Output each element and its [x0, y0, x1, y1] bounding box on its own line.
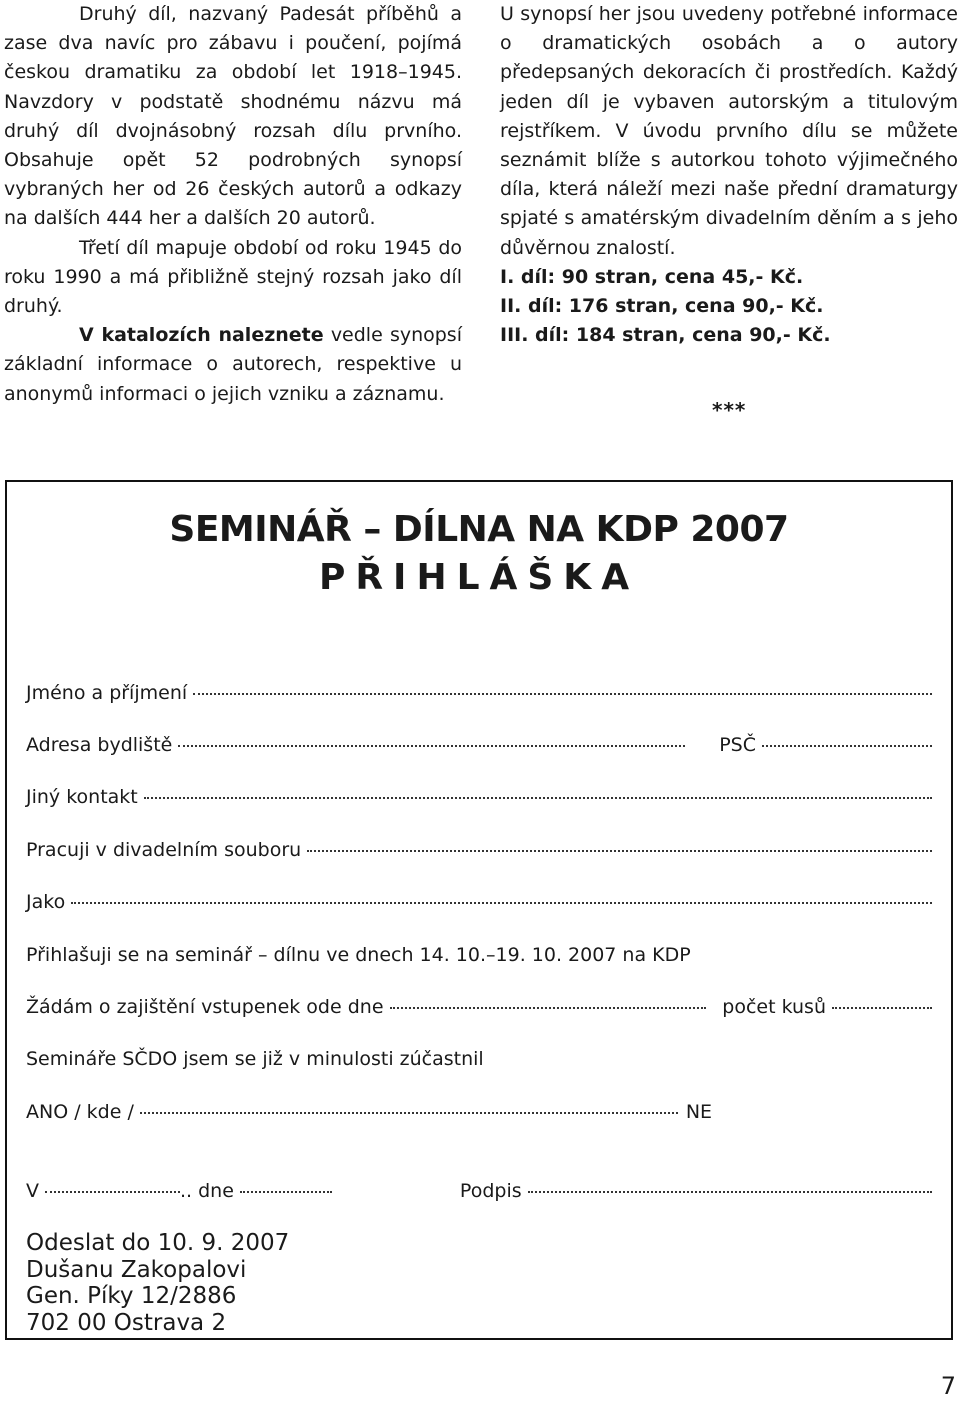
- name-field[interactable]: [193, 693, 932, 695]
- place-field[interactable]: [45, 1191, 180, 1193]
- psc-field[interactable]: [762, 745, 932, 747]
- catalog-text: vedle synopsí základní informace o autorech, respektive u anonymů informaci o jejich vzniku a záznamu.: [4, 324, 462, 405]
- date-label: .. dne: [180, 1180, 234, 1202]
- role-label: Jako: [26, 891, 66, 913]
- address-label: Adresa bydliště: [26, 734, 173, 756]
- place-date-row: [26, 1178, 932, 1204]
- no-label: NE: [685, 1101, 713, 1123]
- name-label: Jméno a příjmení: [26, 682, 188, 704]
- psc-label: PSČ: [719, 734, 756, 756]
- form-title: SEMINÁŘ – DÍLNA NA KDP 2007: [169, 509, 789, 550]
- price-item-3: III. díl: 184 stran, cena 90,- Kč.: [500, 324, 831, 347]
- address-field[interactable]: [178, 745, 685, 747]
- yes-row: [26, 1099, 932, 1125]
- ensemble-label: Pracuji v divadelním souboru: [26, 839, 302, 861]
- mailing-address: [26, 1230, 289, 1336]
- separator-stars: ***: [712, 398, 747, 422]
- left-column: [4, 0, 462, 409]
- right-paragraph-1: U synopsí her jsou uvedeny potřebné informace o dramatických osobách a o autory předepsaných dekoracích či prostředích. Každý jeden díl je vybaven autorským a titulovým rejstříkem. V úvodu prvního dílu se můžete seznámit blíže s autorkou tohoto výjimečného díla, která náleží mezi naše přední dramaturgy spjaté s amatérským divadelním děním a s jeho důvěrnou znalostí.: [500, 3, 958, 259]
- contact-row: [26, 784, 932, 810]
- date-field[interactable]: [240, 1191, 332, 1193]
- past-label: Semináře SČDO jsem se již v minulosti zúčastnil: [26, 1048, 484, 1070]
- price-item-2: II. díl: 176 stran, cena 90,- Kč.: [500, 295, 824, 318]
- page-number: 7: [940, 1372, 956, 1400]
- address-row: [26, 732, 932, 758]
- registration-form: [5, 480, 953, 1340]
- form-subtitle: PŘIHLÁŠKA: [318, 557, 640, 598]
- ensemble-field[interactable]: [307, 850, 932, 852]
- contact-label: Jiný kontakt: [26, 786, 138, 808]
- recipient-name: Dušanu Zakopalovi: [26, 1256, 247, 1283]
- tickets-label: Žádám o zajištění vstupenek ode dne: [26, 996, 384, 1018]
- signature-label: Podpis: [459, 1180, 522, 1202]
- left-paragraph-1: Druhý díl, nazvaný Padesát příběhů a zase dva navíc pro zábavu i poučení, pojímá českou dramatiku za období let 1918–1945. Navzdory v podstatě shodnému názvu má druhý díl dvojnásobný rozsah dílu prvního. Obsahuje opět 52 podrobných synopsí vybraných her od 26 českých autorů a odkazy na dalších 444 her a dalších 20 autorů.: [4, 3, 462, 230]
- catalog-highlight: V katalozích naleznete: [79, 324, 324, 347]
- role-row: [26, 889, 932, 915]
- tickets-date-field[interactable]: [390, 1007, 707, 1009]
- signup-text: Přihlašuji se na seminář – dílnu ve dnech 14. 10.–19. 10. 2007 na KDP: [26, 944, 691, 966]
- count-label: počet kusů: [722, 996, 826, 1018]
- contact-field[interactable]: [144, 797, 932, 799]
- postal-city: 702 00 Ostrava 2: [26, 1309, 227, 1336]
- name-row: [26, 680, 932, 706]
- where-field[interactable]: [140, 1112, 678, 1114]
- tickets-row: [26, 994, 932, 1020]
- count-field[interactable]: [832, 1007, 932, 1009]
- send-deadline: Odeslat do 10. 9. 2007: [26, 1230, 290, 1256]
- price-item-1: I. díl: 90 stran, cena 45,- Kč.: [500, 265, 804, 288]
- signup-row: [26, 942, 932, 968]
- ensemble-row: [26, 837, 932, 863]
- yes-label: ANO / kde /: [26, 1101, 134, 1123]
- street-address: Gen. Píky 12/2886: [26, 1283, 237, 1309]
- past-row: [26, 1046, 932, 1072]
- price-list: [500, 263, 958, 351]
- left-paragraph-2: Třetí díl mapuje období od roku 1945 do roku 1990 a má přibližně stejný rozsah jako díl druhý.: [4, 236, 462, 318]
- right-column: [500, 0, 958, 350]
- left-paragraph-3: [4, 321, 462, 409]
- signature-field[interactable]: [528, 1191, 932, 1193]
- place-label: V: [26, 1180, 39, 1202]
- role-field[interactable]: [71, 902, 932, 904]
